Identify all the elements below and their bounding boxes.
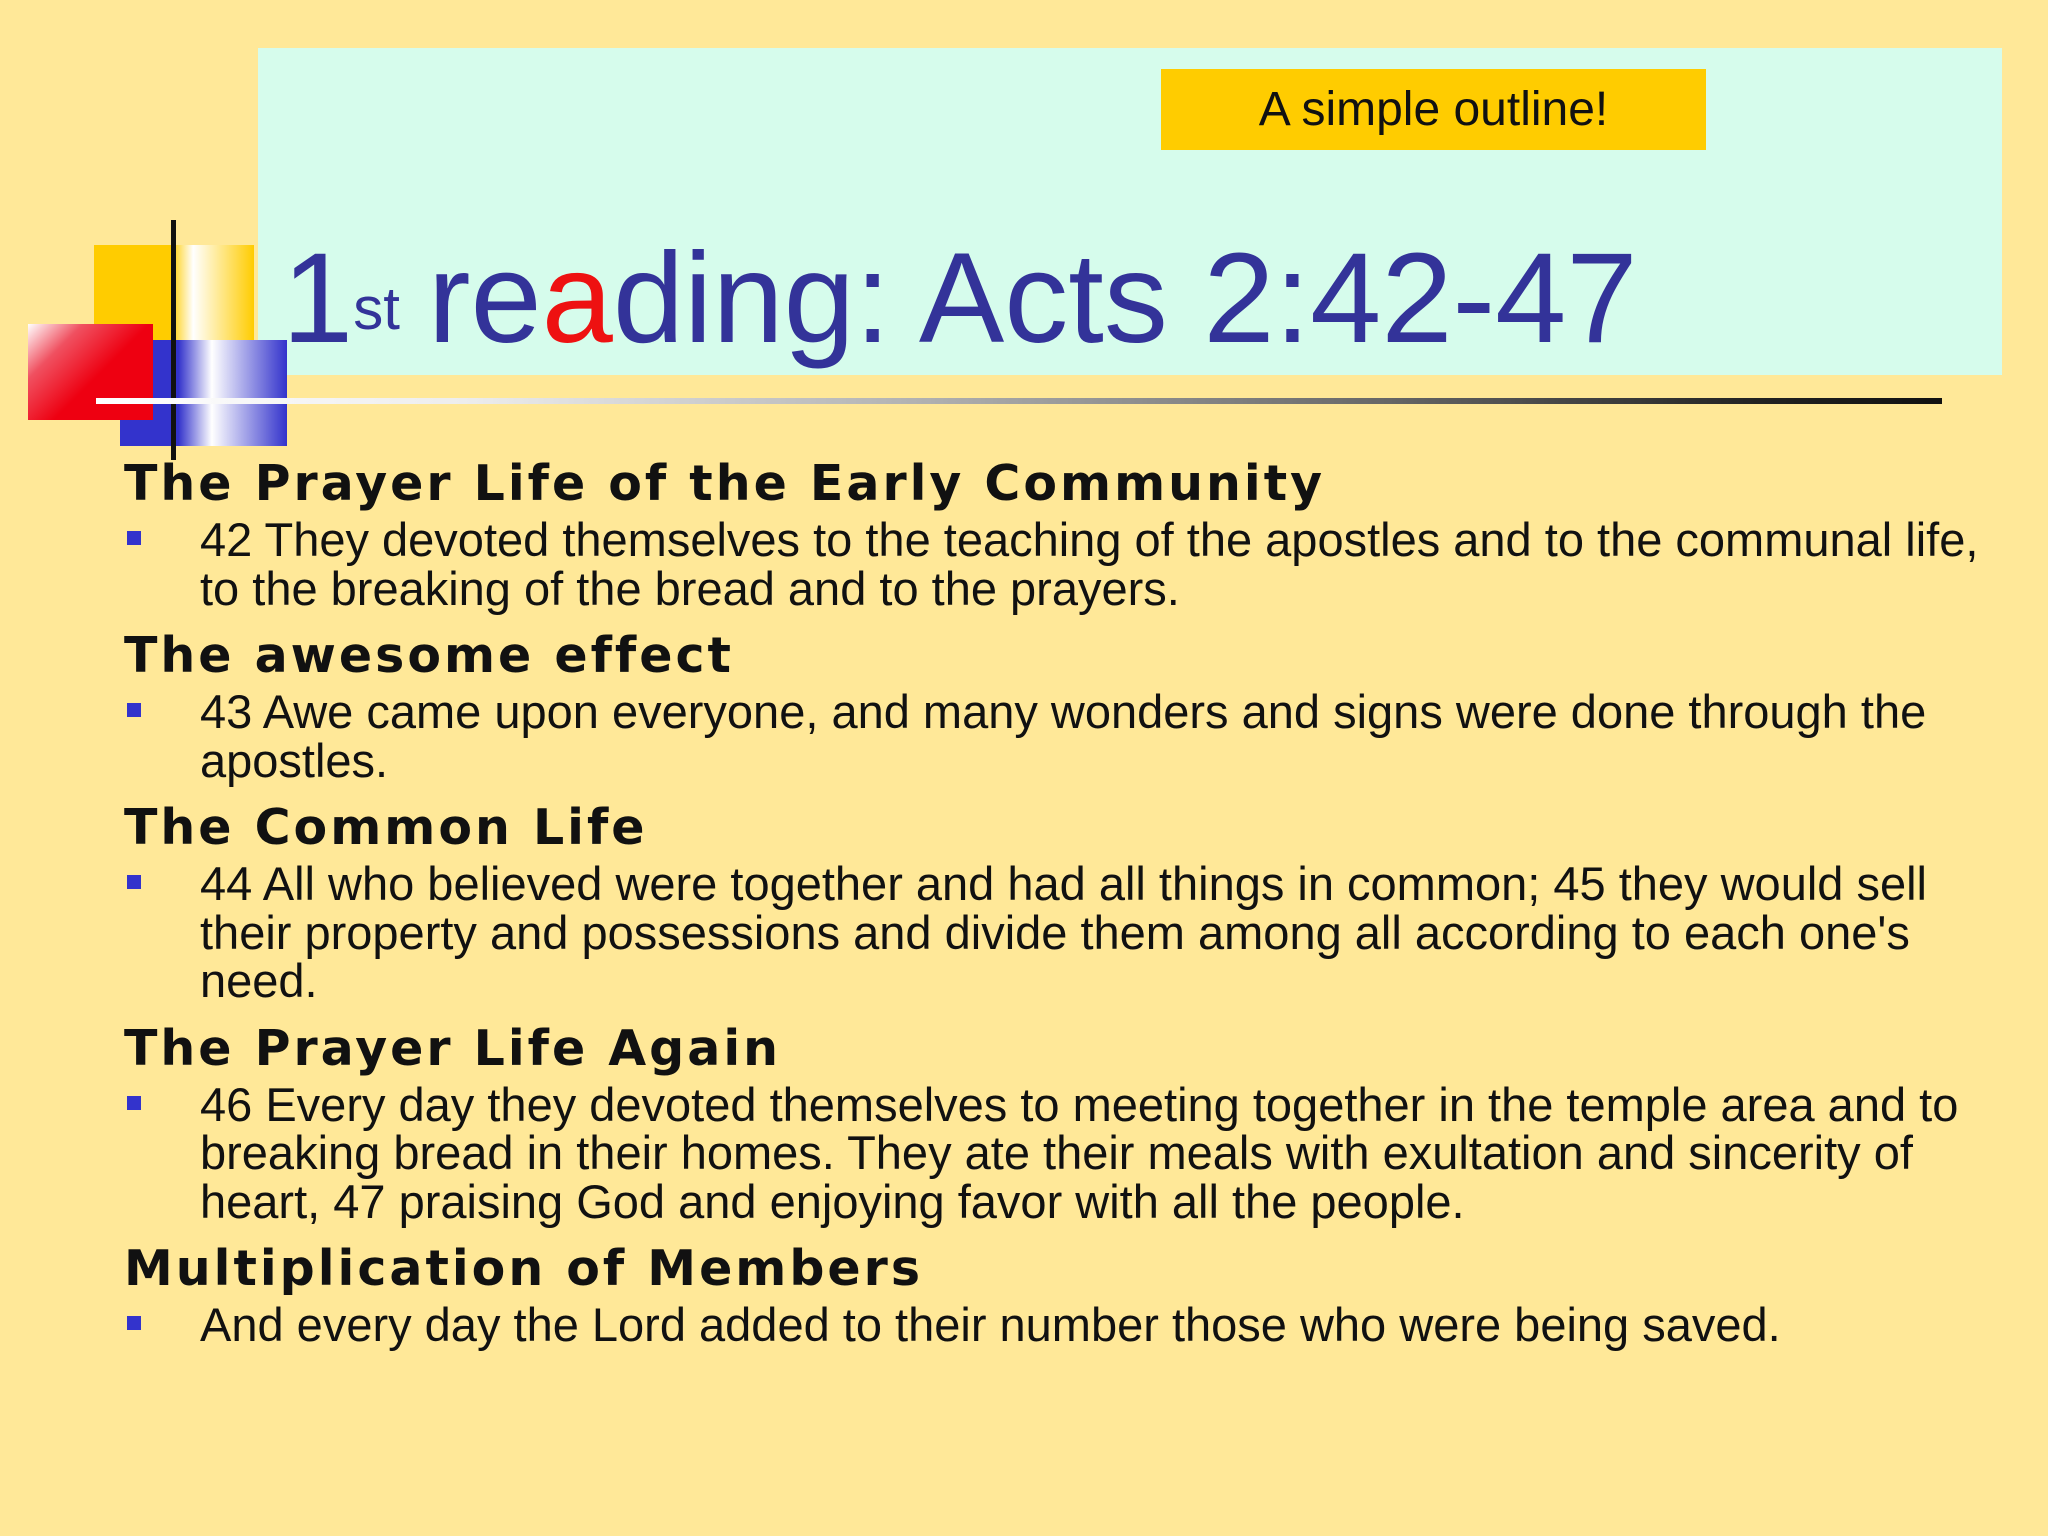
title-highlight-letter: a: [541, 227, 613, 370]
callout-label: A simple outline!: [1258, 83, 1609, 136]
square-bullet-icon: [127, 1096, 141, 1110]
list-item: [124, 857, 2014, 1007]
list-item-text: And every day the Lord added to their number those who were being saved.: [200, 1298, 1781, 1351]
list-item: [124, 1298, 2014, 1351]
square-bullet-icon: [127, 1316, 141, 1330]
section-prayer-life-again: [124, 1019, 2014, 1227]
section-heading: The awesome effect: [124, 627, 734, 684]
callout-box: [1161, 69, 1706, 150]
list-item-text: 43 Awe came upon everyone, and many wonders and signs were done through the apostles.: [200, 685, 1927, 787]
title-number: 1: [282, 227, 354, 370]
list-item: [124, 1077, 2014, 1228]
section-heading: The Prayer Life Again: [124, 1019, 782, 1077]
list-item-text: 44 All who believed were together and had all things in common; 45 they would sell their property and possessions and divide them among all according to each one's need.: [200, 857, 1927, 1007]
slide-title: [282, 224, 1638, 374]
list-item: [124, 513, 2014, 615]
square-bullet-icon: [127, 703, 141, 717]
title-underline-rule: [96, 398, 1942, 404]
decorative-vertical-line: [171, 220, 176, 460]
section-heading: The Common Life: [124, 799, 648, 856]
square-bullet-icon: [127, 875, 141, 889]
square-bullet-icon: [127, 531, 141, 545]
title-word-end: ding: Acts 2:42-47: [612, 227, 1638, 370]
list-item: [124, 685, 2014, 787]
title-ordinal-suffix: st: [353, 275, 400, 342]
list-item-text: 46 Every day they devoted themselves to meeting together in the temple area and to breaking bread in their homes. They ate their meals with exultation and sincerity of heart, 47 praising God and enjoying favor with all the people.: [200, 1077, 1959, 1228]
section-multiplication: [124, 1239, 2014, 1350]
section-awesome-effect: [124, 626, 2014, 785]
section-heading: Multiplication of Members: [124, 1240, 923, 1297]
section-prayer-life: [124, 454, 2014, 613]
outline-content: [124, 454, 2014, 1363]
section-common-life: [124, 798, 2014, 1006]
decorative-red-square: [28, 324, 153, 420]
section-heading: The Prayer Life of the Early Community: [124, 455, 1326, 512]
list-item-text: 42 They devoted themselves to the teaching of the apostles and to the communal life, to the breaking of the bread and to the prayers.: [200, 513, 1979, 615]
title-word-start: re: [427, 227, 542, 370]
